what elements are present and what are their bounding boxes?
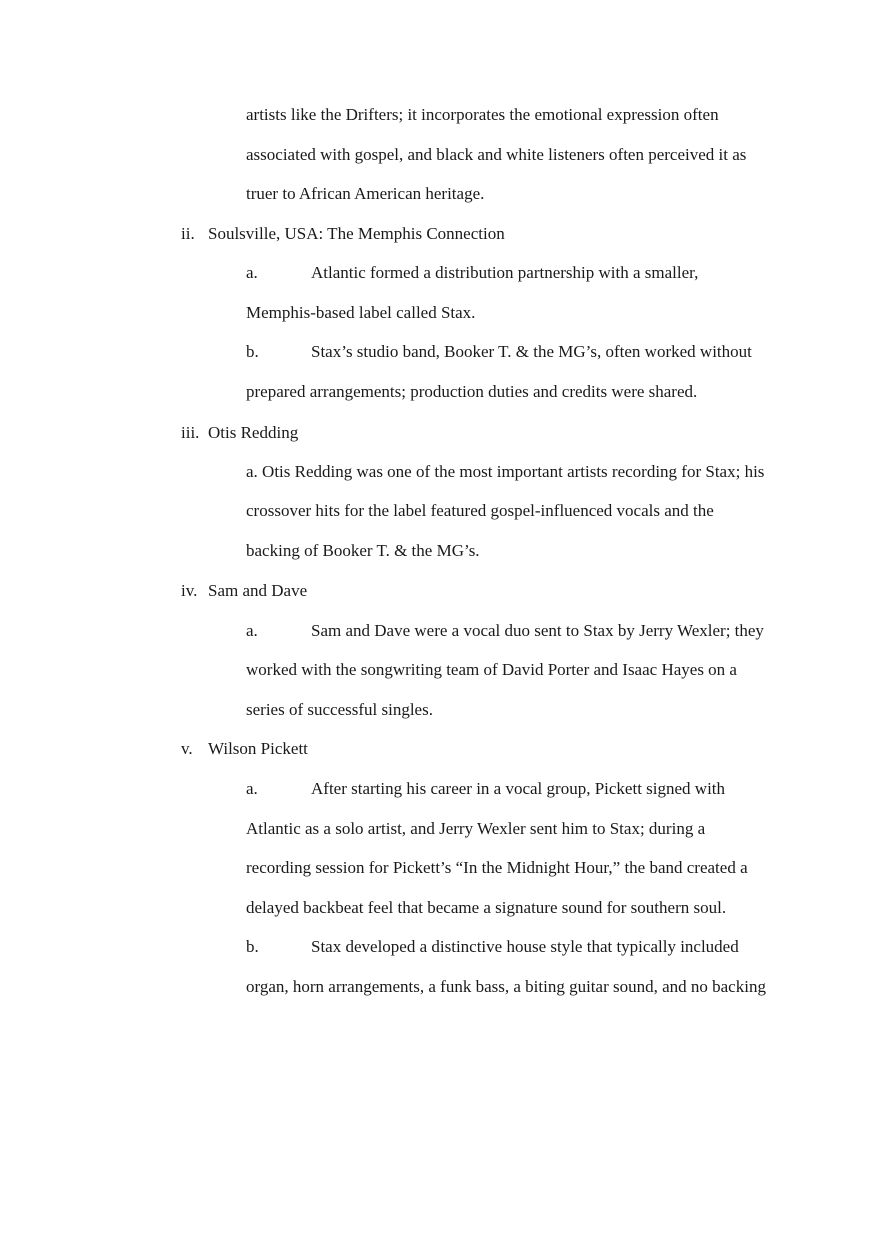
intro-line: artists like the Drifters; it incorporates the emotional expression often [246,105,719,124]
item-marker: a. [246,779,258,798]
item-text-line: worked with the songwriting team of David Porter and Isaac Hayes on a [246,660,737,679]
item-text-line: organ, horn arrangements, a funk bass, a biting guitar sound, and no backing [246,977,766,996]
item-text-line: delayed backbeat feel that became a signature sound for southern soul. [246,898,727,917]
section-heading: Wilson Pickett [208,739,308,758]
item-text: Sam and Dave were a vocal duo sent to Stax by Jerry Wexler; they [311,621,764,640]
item-text-line: Memphis-based label called Stax. [246,303,476,322]
item-marker: a. [246,621,258,640]
item-text-line: recording session for Pickett’s “In the Midnight Hour,” the band created a [246,858,748,877]
item-text-line: series of successful singles. [246,700,433,719]
item-text-line: prepared arrangements; production duties and credits were shared. [246,382,698,401]
section-number: iii. [181,423,200,442]
section-heading: Otis Redding [208,423,299,442]
intro-line: associated with gospel, and black and white listeners often perceived it as [246,145,747,164]
item-text: Stax developed a distinctive house style that typically included [311,937,739,956]
section-heading: Sam and Dave [208,581,308,600]
section-heading: Soulsville, USA: The Memphis Connection [208,224,505,243]
section-number: v. [181,739,193,758]
item-text-line: Atlantic as a solo artist, and Jerry Wexler sent him to Stax; during a [246,819,706,838]
item-text: Atlantic formed a distribution partnership with a smaller, [311,263,699,282]
item-marker: a. [246,263,258,282]
item-text: After starting his career in a vocal group, Pickett signed with [311,779,726,798]
item-marker: b. [246,937,259,956]
item-marker: b. [246,342,259,361]
section-number: iv. [181,581,198,600]
item-text-line: crossover hits for the label featured gospel-influenced vocals and the [246,501,714,520]
intro-line: truer to African American heritage. [246,184,485,203]
item-text-line: a. Otis Redding was one of the most important artists recording for Stax; his [246,462,765,481]
item-text-line: backing of Booker T. & the MG’s. [246,541,480,560]
item-text: Stax’s studio band, Booker T. & the MG’s, often worked without [311,342,752,361]
section-number: ii. [181,224,195,243]
